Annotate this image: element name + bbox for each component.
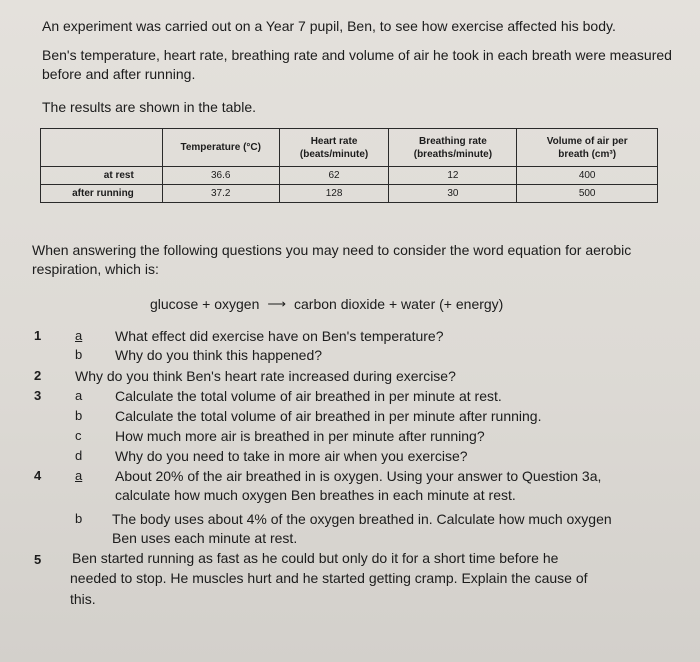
arrow-right-icon: ⟶ — [267, 296, 286, 311]
question-number-5: 5 — [34, 552, 42, 567]
row-label-at-rest: at rest — [41, 167, 163, 185]
cell-temperature: 36.6 — [162, 167, 279, 185]
cell-volume: 400 — [517, 167, 658, 185]
question-number-4: 4 — [34, 468, 42, 483]
table-header-row — [41, 129, 658, 167]
question-3a-text: Calculate the total volume of air breathed in per minute at rest. — [115, 388, 502, 404]
cell-heart-rate: 128 — [279, 185, 389, 203]
question-5-line1: Ben started running as fast as he could but only do it for a short time before he — [72, 550, 559, 566]
question-5-line3: this. — [70, 591, 96, 607]
table-row — [41, 185, 658, 203]
question-3b-text: Calculate the total volume of air breathed in per minute after running. — [115, 408, 542, 424]
word-equation — [150, 296, 503, 312]
intro-measurements: Ben's temperature, heart rate, breathing rate and volume of air he took in each breath were measured before and after running. — [42, 47, 672, 82]
intro-table-note: The results are shown in the table. — [42, 99, 257, 115]
table-header-volume: Volume of air per breath (cm³) — [517, 129, 658, 167]
cell-temperature: 37.2 — [162, 185, 279, 203]
cell-volume: 500 — [517, 185, 658, 203]
question-number-2: 2 — [34, 368, 42, 383]
question-part-letter: b — [75, 511, 83, 526]
intro-experiment: An experiment was carried out on a Year 7 pupil, Ben, to see how exercise affected his body. — [42, 18, 616, 34]
question-1b-text: Why do you think this happened? — [115, 347, 323, 363]
table-row — [41, 167, 658, 185]
question-3d-text: Why do you need to take in more air when you exercise? — [115, 448, 468, 464]
question-4b-line2: Ben uses each minute at rest. — [112, 530, 298, 546]
question-2-text: Why do you think Ben's heart rate increased during exercise? — [75, 368, 456, 384]
question-1a-text: What effect did exercise have on Ben's temperature? — [115, 328, 444, 344]
equation-products: carbon dioxide + water (+ energy) — [294, 296, 504, 312]
question-5-line2: needed to stop. He muscles hurt and he started getting cramp. Explain the cause of — [70, 570, 588, 586]
question-part-letter: b — [75, 347, 83, 362]
table-header-temperature: Temperature (°C) — [162, 129, 279, 167]
cell-breathing-rate: 30 — [389, 185, 517, 203]
equation-reactants: glucose + oxygen — [150, 296, 260, 312]
question-part-letter: b — [75, 408, 83, 423]
table-header-blank — [41, 129, 163, 167]
cell-heart-rate: 62 — [279, 167, 389, 185]
row-label-after-running: after running — [41, 185, 163, 203]
question-4a-line1: About 20% of the air breathed in is oxygen. Using your answer to Question 3a, — [115, 468, 602, 484]
question-part-letter: a — [75, 328, 83, 343]
question-part-letter: c — [75, 428, 82, 443]
question-number-1: 1 — [34, 328, 42, 343]
table-header-breathing-rate: Breathing rate (breaths/minute) — [389, 129, 517, 167]
table-header-heart-rate: Heart rate (beats/minute) — [279, 129, 389, 167]
question-part-letter: a — [75, 388, 83, 403]
question-part-letter: a — [75, 468, 83, 483]
question-3c-text: How much more air is breathed in per minute after running? — [115, 428, 485, 444]
cell-breathing-rate: 12 — [389, 167, 517, 185]
question-number-3: 3 — [34, 388, 42, 403]
question-4a-line2: calculate how much oxygen Ben breathes in each minute at rest. — [115, 487, 516, 503]
results-table — [40, 128, 658, 203]
question-4b-line1: The body uses about 4% of the oxygen breathed in. Calculate how much oxygen — [112, 511, 612, 527]
respiration-instruction: When answering the following questions you may need to consider the word equation for aerobic respiration, which is: — [32, 242, 632, 277]
question-part-letter: d — [75, 448, 83, 463]
